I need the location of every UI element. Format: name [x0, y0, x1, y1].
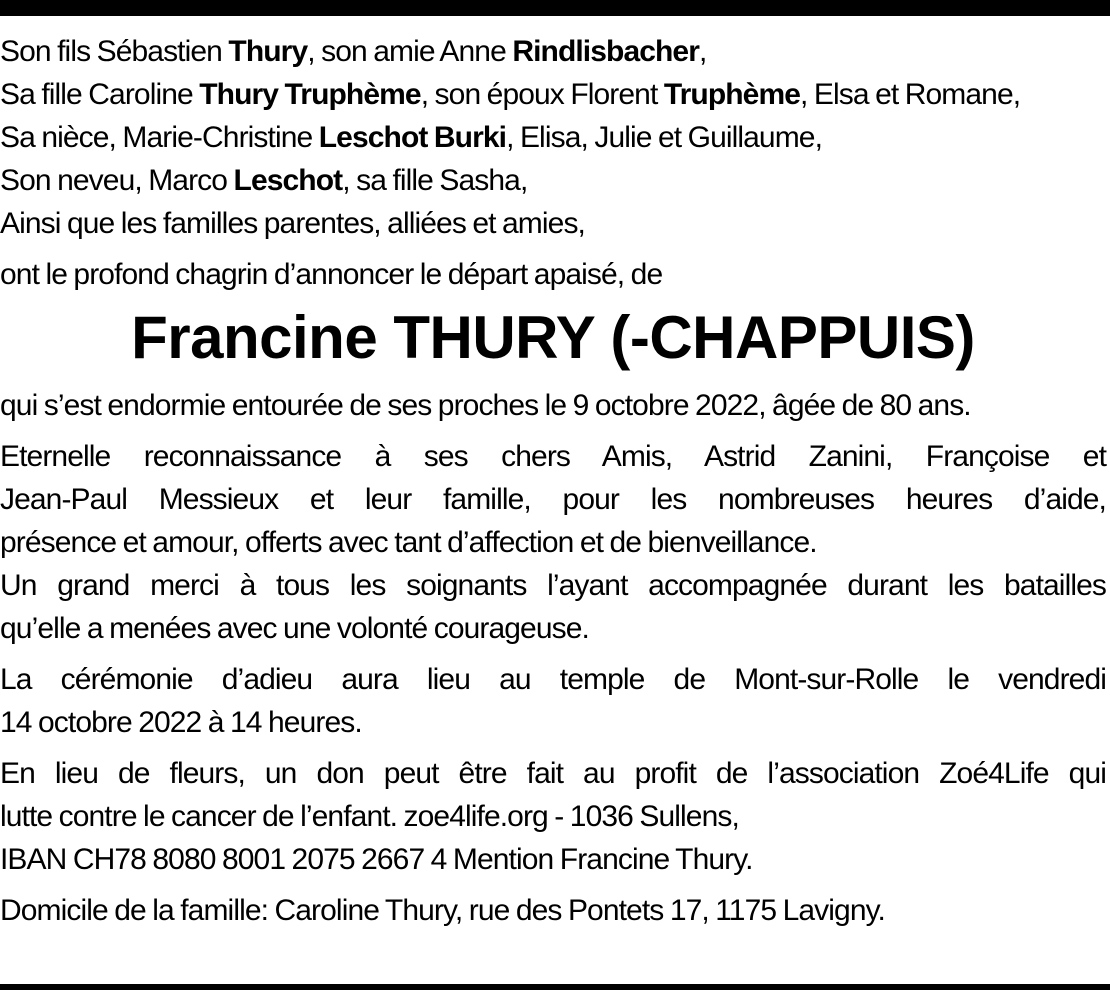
family-line-son — [0, 30, 1106, 73]
thanks-line: Un grand merci à tous les soignants l’ayant accompagnée durant les batailles — [0, 569, 1106, 602]
text: , son amie Anne — [307, 35, 513, 68]
surname: Leschot Burki — [318, 121, 507, 154]
top-border-rule — [0, 0, 1110, 16]
family-line-nephew — [0, 159, 1106, 202]
thanks-line: qu’elle a menées avec une volonté courageuse. — [0, 612, 589, 645]
text: , — [699, 35, 707, 68]
text: Son neveu, Marco — [0, 164, 234, 197]
ceremony-line: La cérémonie d’adieu aura lieu au temple de Mont-sur-Rolle le vendredi — [0, 663, 1106, 696]
text: , Elisa, Julie et Guillaume, — [506, 121, 823, 154]
thanks-line: Jean-Paul Messieux et leur famille, pour les nombreuses heures d’aide, — [0, 483, 1106, 516]
text: Sa fille Caroline — [0, 78, 200, 111]
surname: Truphème — [663, 78, 801, 111]
surname: Thury Truphème — [199, 78, 421, 111]
text: , son époux Florent — [420, 78, 664, 111]
family-line-daughter — [0, 73, 1106, 116]
family-line-niece — [0, 116, 1106, 159]
donation-line: IBAN CH78 8080 8001 2075 2667 4 Mention Francine Thury. — [0, 843, 753, 876]
surname: Thury — [228, 35, 308, 68]
donation-line: En lieu de fleurs, un don peut être fait au profit de l’association Zoé4Life qui — [0, 757, 1106, 790]
domicile-line: Domicile de la famille: Caroline Thury, rue des Pontets 17, 1175 Lavigny. — [0, 894, 885, 927]
text: , Elsa et Romane, — [800, 78, 1021, 111]
obituary-notice — [0, 30, 1106, 932]
ceremony-paragraph — [0, 658, 1106, 744]
family-line-relatives: Ainsi que les familles parentes, alliées et amies, — [0, 207, 585, 240]
surname: Rindlisbacher — [512, 35, 699, 68]
donation-line: lutte contre le cancer de l’enfant. zoe4life.org - 1036 Sullens, — [0, 800, 739, 833]
text: Sa nièce, Marie-Christine — [0, 121, 319, 154]
passing-line: qui s’est endormie entourée de ses proches le 9 octobre 2022, âgée de 80 ans. — [0, 389, 971, 422]
text: , sa fille Sasha, — [342, 164, 528, 197]
donation-paragraph — [0, 752, 1106, 881]
text: Son fils Sébastien — [0, 35, 229, 68]
thanks-paragraph — [0, 435, 1106, 650]
ceremony-line: 14 octobre 2022 à 14 heures. — [0, 706, 362, 739]
surname: Leschot — [233, 164, 343, 197]
deceased-name: Francine THURY (-CHAPPUIS) — [131, 304, 975, 371]
bottom-border-rule — [0, 984, 1110, 990]
thanks-line: Eternelle reconnaissance à ses chers Amis, Astrid Zanini, Françoise et — [0, 440, 1106, 473]
thanks-line: présence et amour, offerts avec tant d’affection et de bienveillance. — [0, 526, 817, 559]
announcement-line: ont le profond chagrin d’annoncer le départ apaisé, de — [0, 258, 663, 291]
